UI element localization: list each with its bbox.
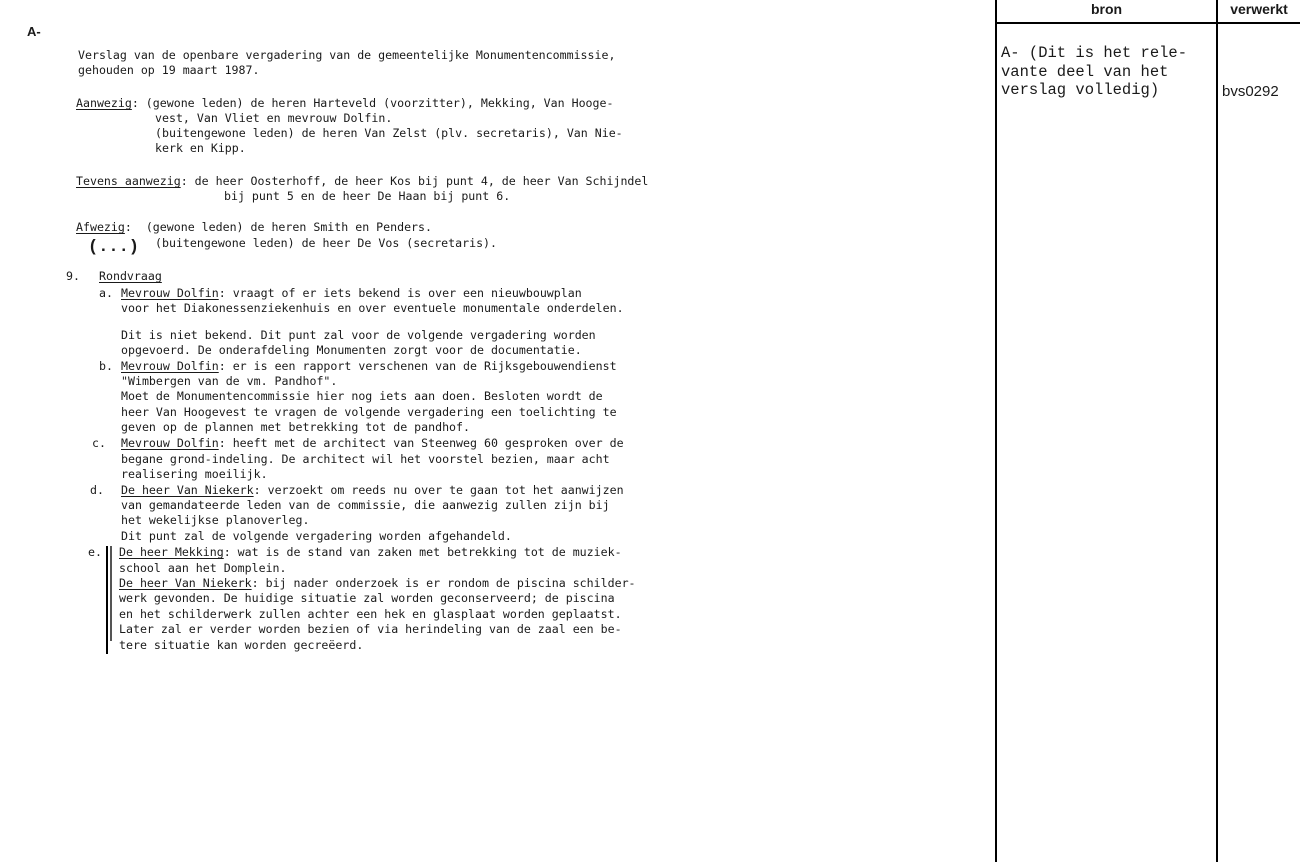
item-d-text-1: : verzoekt om reeds nu over te gaan tot het aanwijzen bbox=[253, 483, 624, 497]
verwerkt-code: bvs0292 bbox=[1222, 83, 1279, 100]
item-a-line-4: opgevoerd. De onderafdeling Monumenten zorgt voor de documentatie. bbox=[121, 343, 582, 357]
item-b-line-1 bbox=[121, 359, 617, 374]
absent-line-1 bbox=[76, 220, 432, 235]
item-e-text-1: : wat is de stand van zaken met betrekking tot de muziek- bbox=[223, 545, 622, 559]
item-c-text-1: : heeft met de architect van Steenweg 60 gesproken over de bbox=[218, 436, 624, 450]
item-e-line-2: school aan het Domplein. bbox=[119, 561, 287, 575]
column-header-verwerkt: verwerkt bbox=[1230, 1, 1288, 17]
present-line-2: vest, Van Vliet en mevrouw Dolfin. bbox=[155, 111, 393, 125]
item-a-line-2: voor het Diakonessenziekenhuis en over eventuele monumentale onderdelen. bbox=[121, 301, 624, 315]
item-e-speaker-2: De heer Van Niekerk bbox=[119, 576, 252, 590]
section-title: Rondvraag bbox=[99, 269, 162, 283]
item-b-text-1: : er is een rapport verschenen van de Rijksgebouwendienst bbox=[218, 359, 617, 373]
present-label: Aanwezig bbox=[76, 96, 132, 110]
item-a-text-1: : vraagt of er iets bekend is over een nieuwbouwplan bbox=[218, 286, 582, 300]
item-e-line-5: en het schilderwerk zullen achter een hek en glasplaat worden geplaatst. bbox=[119, 607, 622, 621]
item-b-letter: b. bbox=[99, 359, 113, 373]
item-e-line-6: Later zal er verder worden bezien of via herindeling van de zaal een be- bbox=[119, 622, 622, 636]
item-d-line-3: het wekelijkse planoverleg. bbox=[121, 513, 310, 527]
section-number: 9. bbox=[66, 269, 80, 283]
item-c-letter: c. bbox=[92, 436, 106, 450]
item-b-speaker: Mevrouw Dolfin bbox=[121, 359, 219, 373]
table-column-divider bbox=[1216, 0, 1218, 862]
revision-bar-inner bbox=[110, 546, 112, 641]
table-header-rule bbox=[995, 22, 1300, 24]
absent-label: Afwezig bbox=[76, 220, 125, 234]
item-d-letter: d. bbox=[90, 483, 104, 497]
item-e-speaker-1: De heer Mekking bbox=[119, 545, 224, 559]
item-e-line-4: werk gevonden. De huidige situatie zal worden geconserveerd; de piscina bbox=[119, 591, 615, 605]
item-b-line-3: Moet de Monumentencommissie hier nog iets aan doen. Besloten wordt de bbox=[121, 389, 603, 403]
item-d-line-1 bbox=[121, 483, 624, 498]
item-c-line-3: realisering moeilijk. bbox=[121, 467, 268, 481]
omission-ellipsis: (...) bbox=[88, 238, 140, 257]
column-header-bron: bron bbox=[1090, 1, 1123, 17]
present-line-3: (buitengewone leden) de heren Van Zelst (plv. secretaris), Van Nie- bbox=[155, 126, 623, 140]
item-d-line-2: van gemandateerde leden van de commissie, die aanwezig zullen zijn bij bbox=[121, 498, 610, 512]
item-c-line-1 bbox=[121, 436, 624, 451]
item-a-letter: a. bbox=[99, 286, 113, 300]
item-c-line-2: begane grond-indeling. De architect wil het voorstel bezien, maar acht bbox=[121, 452, 610, 466]
bron-line-2: vante deel van het bbox=[1001, 63, 1169, 81]
absent-line-2: (buitengewone leden) de heer De Vos (secretaris). bbox=[155, 236, 498, 250]
item-e-line-7: tere situatie kan worden gecreëerd. bbox=[119, 638, 364, 652]
also-present-line-2: bij punt 5 en de heer De Haan bij punt 6. bbox=[224, 189, 511, 203]
bron-line-3: verslag volledig) bbox=[1001, 81, 1160, 99]
item-d-speaker: De heer Van Niekerk bbox=[121, 483, 254, 497]
item-a-line-1 bbox=[121, 286, 582, 301]
also-present-label: Tevens aanwezig bbox=[76, 174, 181, 188]
item-d-line-4: Dit punt zal de volgende vergadering worden afgehandeld. bbox=[121, 529, 512, 543]
item-e-letter: e. bbox=[88, 545, 102, 559]
table-left-border bbox=[995, 0, 997, 862]
revision-bar bbox=[106, 546, 108, 654]
report-title-line-1: Verslag van de openbare vergadering van de gemeentelijke Monumentencommissie, bbox=[78, 48, 616, 62]
present-line-4: kerk en Kipp. bbox=[155, 141, 246, 155]
report-title-line-2: gehouden op 19 maart 1987. bbox=[78, 63, 260, 77]
item-c-speaker: Mevrouw Dolfin bbox=[121, 436, 219, 450]
item-a-line-3: Dit is niet bekend. Dit punt zal voor de volgende vergadering worden bbox=[121, 328, 596, 342]
item-e-text-3: : bij nader onderzoek is er rondom de piscina schilder- bbox=[251, 576, 636, 590]
also-present-text-1: : de heer Oosterhoff, de heer Kos bij punt 4, de heer Van Schijndel bbox=[180, 174, 649, 188]
present-text-1: : (gewone leden) de heren Harteveld (voorzitter), Mekking, Van Hooge- bbox=[131, 96, 614, 110]
present-line-1 bbox=[76, 96, 613, 111]
also-present-line-1 bbox=[76, 174, 648, 189]
item-b-line-2: "Wimbergen van de vm. Pandhof". bbox=[121, 374, 338, 388]
item-a-speaker: Mevrouw Dolfin bbox=[121, 286, 219, 300]
item-b-line-5: geven op de plannen met betrekking tot de pandhof. bbox=[121, 420, 471, 434]
item-e-line-1 bbox=[119, 545, 622, 560]
item-e-line-3 bbox=[119, 576, 636, 591]
bron-line-1: A- (Dit is het rele- bbox=[1001, 44, 1188, 62]
absent-text-1: : (gewone leden) de heren Smith en Penders. bbox=[124, 220, 432, 234]
page-marker: A- bbox=[27, 24, 41, 39]
item-b-line-4: heer Van Hoogevest te vragen de volgende vergadering een toelichting te bbox=[121, 405, 617, 419]
